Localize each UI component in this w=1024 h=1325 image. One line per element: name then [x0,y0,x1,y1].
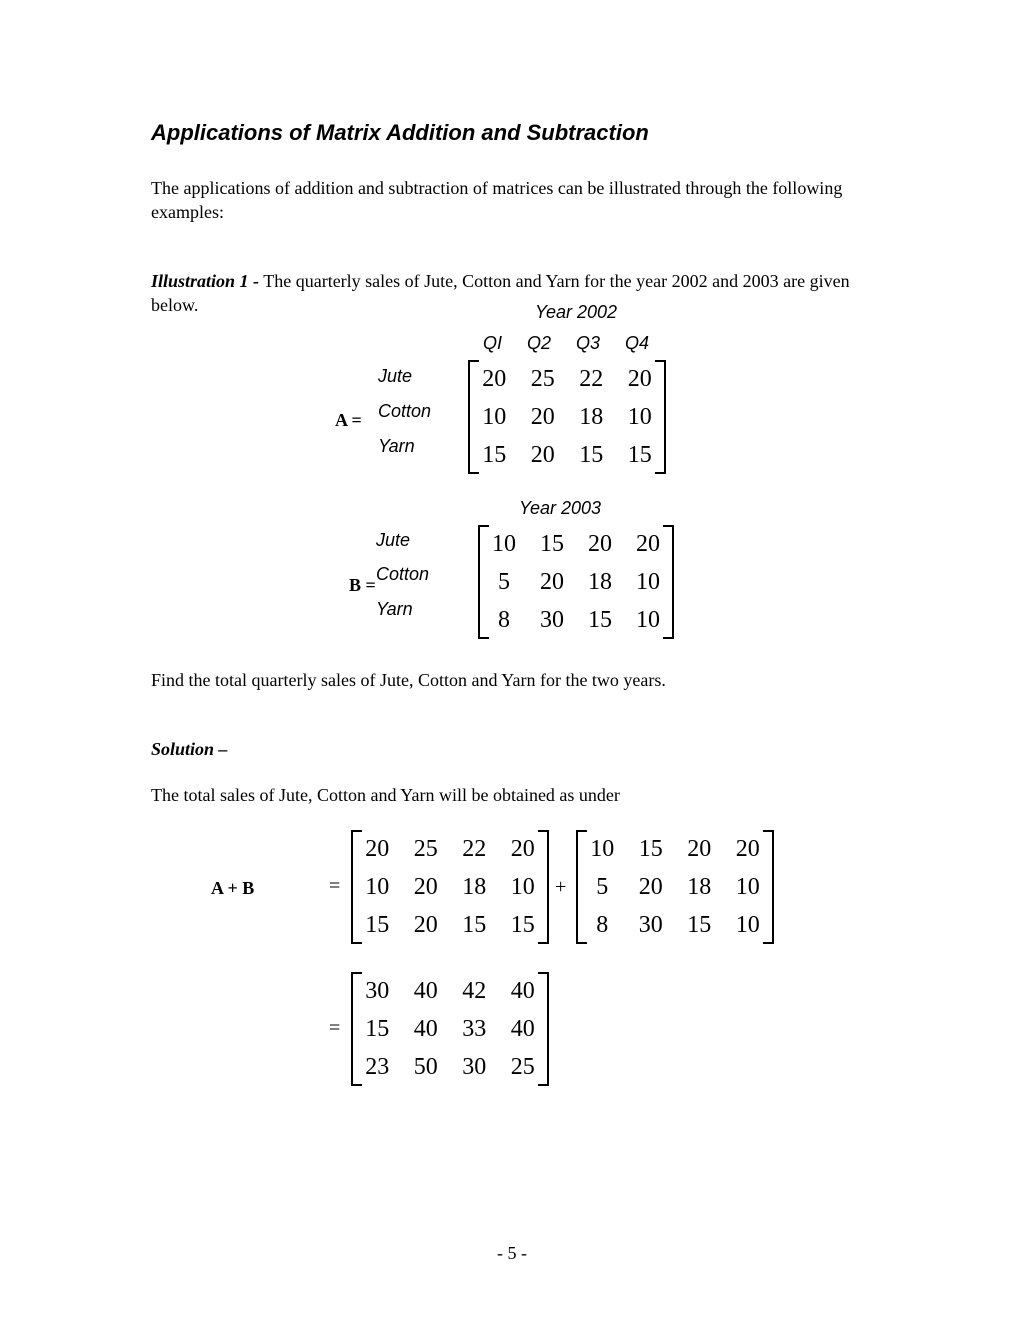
illustration-paragraph [151,269,871,317]
matrix-cell: 10 [735,912,760,938]
matrix-cell: 10 [510,874,535,900]
matrix-cell: 40 [413,978,438,1004]
matrix-cell: 23 [365,1054,390,1080]
matrix-cell: 15 [588,607,612,633]
equals-sign: = [329,875,341,897]
sum-matrix-a [351,830,549,944]
matrix-cell: 10 [365,874,390,900]
matrix-cell: 30 [365,978,390,1004]
matrix-cell: 42 [462,978,487,1004]
row-label-jute: Jute [378,366,413,386]
matrix-cell: 18 [588,569,612,595]
matrix-cell: 15 [579,442,604,468]
matrix-cell: 18 [462,874,487,900]
matrix-cell: 20 [636,531,660,557]
matrix-b-name: B = [349,575,376,595]
matrix-cell: 10 [492,531,516,557]
matrix-cell: 20 [365,836,390,862]
row-label-yarn: Yarn [378,436,415,456]
matrix-a-name: A = [335,410,362,430]
matrix-a [468,360,666,474]
matrix-cell: 8 [498,607,510,633]
matrix-cell: 15 [687,912,712,938]
quarter-label-3: Q3 [576,333,601,353]
matrix-cell: 15 [540,531,564,557]
quarter-label-4: Q4 [625,333,650,353]
matrix-cell: 15 [365,1016,390,1042]
intro-paragraph: The applications of addition and subtraction of matrices can be illustrated through the following examples: [151,178,843,222]
matrix-cell: 15 [510,912,535,938]
matrix-cell: 25 [413,836,438,862]
matrix-cell: 30 [638,912,663,938]
sum-matrix-b [576,830,774,944]
row-label-cotton: Cotton [378,401,432,421]
matrix-cell: 15 [482,442,507,468]
matrix-cell: 18 [579,404,604,430]
row-label-yarn: Yarn [376,599,413,619]
matrix-cell: 20 [482,366,507,392]
matrix-cell: 20 [638,874,663,900]
matrix-cell: 40 [413,1016,438,1042]
matrix-cell: 20 [413,874,438,900]
matrix-cell: 10 [636,569,660,595]
page-number: - 5 - [497,1243,527,1263]
matrix-cell: 20 [413,912,438,938]
illustration-text: The quarterly sales of Jute, Cotton and Yarn for the year 2002 and 2003 are given below. [151,271,850,315]
quarter-label-2: Q2 [527,333,552,353]
matrix-cell: 20 [540,569,564,595]
solution-paragraph: The total sales of Jute, Cotton and Yarn will be obtained as under [151,785,620,805]
matrix-cell: 25 [530,366,555,392]
matrix-cell: 5 [596,874,609,900]
matrix-cell: 20 [687,836,712,862]
page-title: Applications of Matrix Addition and Subtraction [151,120,649,145]
result-matrix [351,972,549,1086]
matrix-cell: 30 [462,1054,487,1080]
illustration-label: Illustration 1 - [151,271,260,291]
matrix-cell: 10 [627,404,652,430]
matrix-cell: 22 [579,366,604,392]
matrix-cell: 10 [590,836,615,862]
matrix-cell: 10 [735,874,760,900]
question-paragraph: Find the total quarterly sales of Jute, Cotton and Yarn for the two years. [151,670,666,690]
matrix-cell: 20 [510,836,535,862]
result-equals-sign: = [329,1017,341,1039]
matrix-cell: 20 [735,836,760,862]
matrix-b [478,525,674,639]
row-label-jute: Jute [376,530,411,550]
matrix-cell: 10 [636,607,660,633]
matrix-cell: 20 [627,366,652,392]
year-2003-label: Year 2003 [519,498,602,518]
matrix-cell: 20 [530,442,555,468]
matrix-cell: 22 [462,836,487,862]
row-label-cotton: Cotton [376,564,430,584]
matrix-cell: 8 [596,912,609,938]
matrix-cell: 30 [540,607,564,633]
quarter-label-1: QI [483,333,503,353]
plus-sign: + [555,876,567,898]
matrix-cell: 40 [510,1016,535,1042]
sum-lhs-label: A + B [211,878,255,898]
matrix-cell: 15 [627,442,652,468]
matrix-cell: 50 [413,1054,438,1080]
matrix-cell: 33 [462,1016,487,1042]
matrix-cell: 18 [687,874,712,900]
solution-heading: Solution – [151,739,228,759]
matrix-cell: 10 [482,404,507,430]
matrix-cell: 40 [510,978,535,1004]
matrix-cell: 25 [510,1054,535,1080]
matrix-cell: 15 [638,836,663,862]
matrix-cell: 5 [498,569,510,595]
matrix-cell: 15 [365,912,390,938]
matrix-cell: 15 [462,912,487,938]
year-2002-label: Year 2002 [535,302,618,322]
matrix-cell: 20 [588,531,612,557]
matrix-cell: 20 [530,404,555,430]
